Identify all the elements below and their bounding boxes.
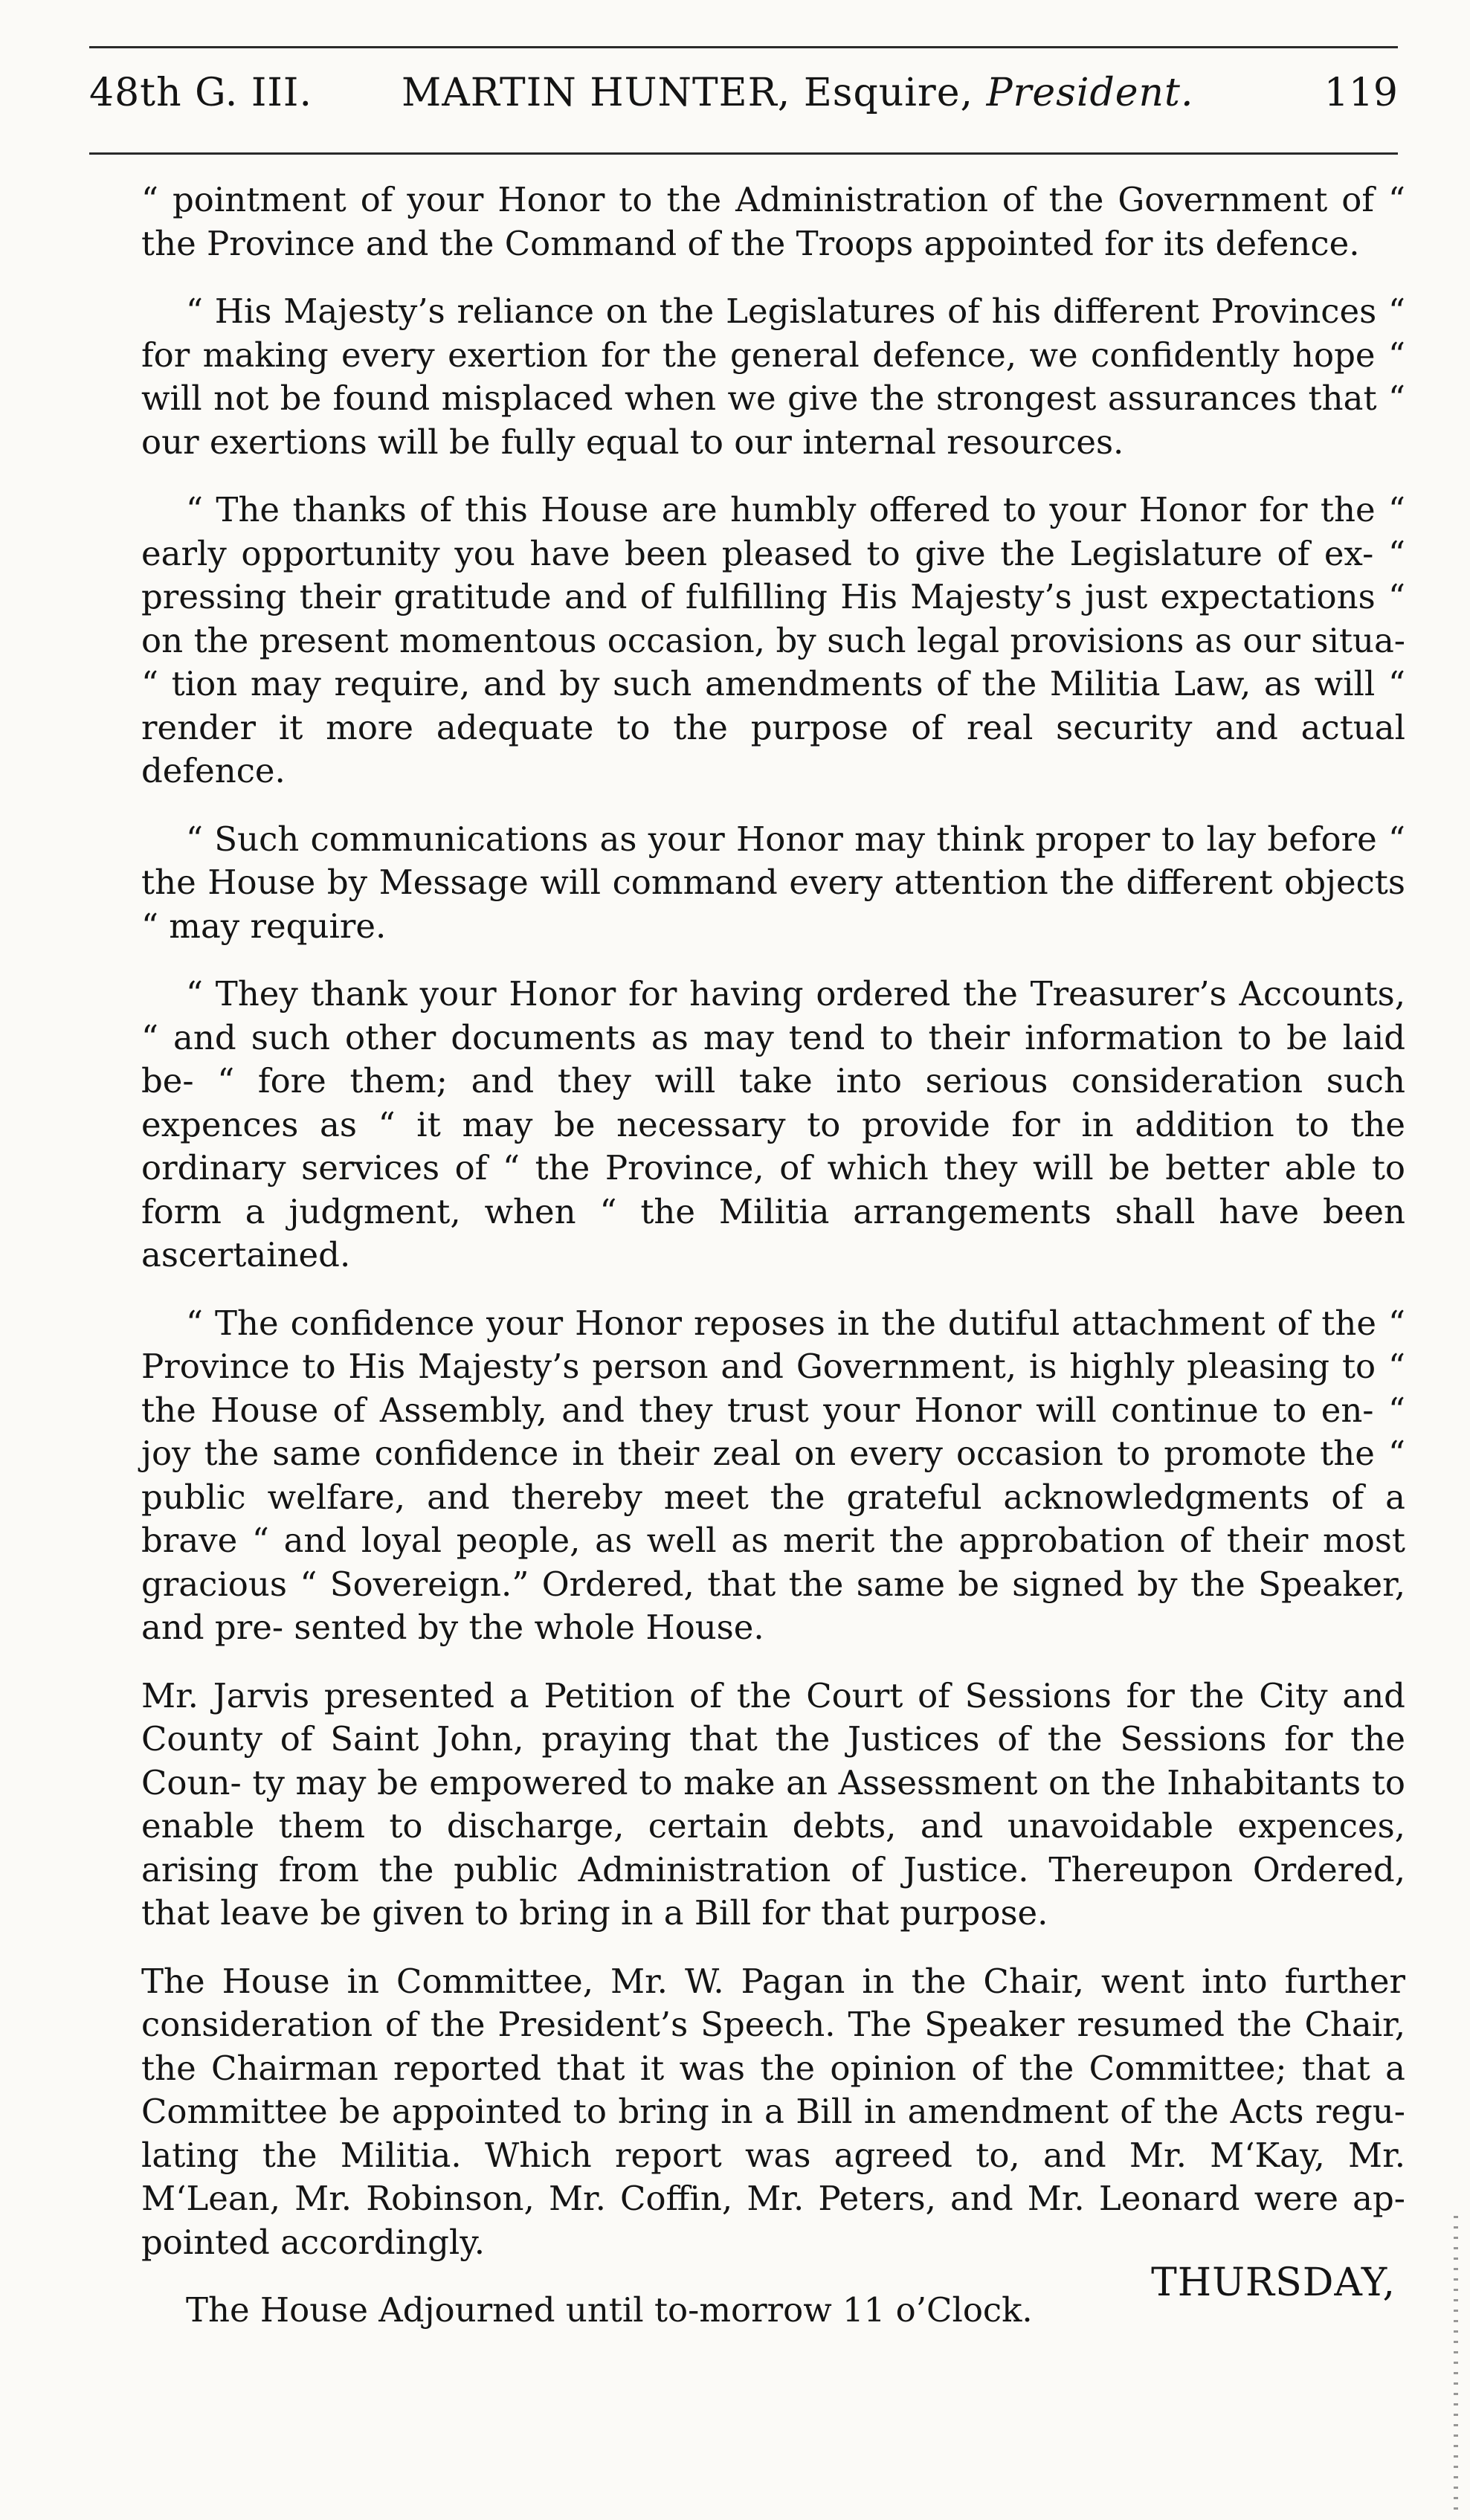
- paragraph-majesty-reliance: “ His Majesty’s reliance on the Legislatures of his different Provinces “ for making every exertion for the general defence, we confidently hope “ will not be found misplaced when we give the strongest assurances that “ our exertions will be fully equal to our internal resources.: [141, 291, 1405, 462]
- page-body: [141, 178, 1405, 2357]
- header-title-italic: President.: [986, 71, 1194, 115]
- top-rule: [89, 46, 1398, 48]
- paragraph-confidence: “ The confidence your Honor reposes in the dutiful attachment of the “ Province to His Majesty’s person and Government, is highly pleasing to “ the House of Assembly, and they trust your Honor will continue to en- “ joy the same confidence in their zeal on every occasion to promote the “ public welfare, and thereby meet the grateful acknowledgments of a brave “ and loyal people, as well as merit the approbation of their most gracious “ Sovereign.” Ordered, that the same be signed by the Speaker, and pre- sented by the whole House.: [141, 1303, 1405, 1647]
- session-label: 48th G. III.: [89, 71, 312, 115]
- catchword: THURSDAY,: [1151, 2260, 1396, 2305]
- page-number: 119: [1324, 71, 1398, 115]
- paragraph-communications: “ Such communications as your Honor may think proper to lay before “ the House by Message will command every attention the different objects “ may require.: [141, 819, 1405, 946]
- header-title: [402, 71, 1193, 115]
- paragraph-adjournment: The House Adjourned until to-morrow 11 o’Clock.: [186, 2290, 1033, 2330]
- paragraph-address-continuation: “ pointment of your Honor to the Administration of the Government of “ the Province and the Command of the Troops appointed for its defence.: [141, 180, 1405, 263]
- header-title-main: MARTIN HUNTER, Esquire,: [402, 71, 974, 115]
- paragraph-treasurer-accounts: “ They thank your Honor for having ordered the Treasurer’s Accounts, “ and such other documents as may tend to their information to be laid be- “ fore them; and they will take into serious consideration such expences as “ it may be necessary to provide for in addition to the ordinary services of “ the Province, of which they will be better able to form a judgment, when “ the Militia arrangements shall have been ascertained.: [141, 974, 1405, 1274]
- header-rule: [89, 152, 1398, 155]
- page-edge-marks: [1454, 2216, 1458, 2513]
- paragraph-committee-report: The House in Committee, Mr. W. Pagan in the Chair, went into further consideration of the President’s Speech. The Speaker resumed the Chair, the Chairman reported that it was the opinion of the Committee; that a Committee be appointed to bring in a Bill in amendment of the Acts regu- lating the Militia. Which report was agreed to, and Mr. M‘Kay, Mr. M‘Lean, Mr. Robinson, Mr. Coffin, Mr. Peters, and Mr. Leonard were ap- pointed accordingly.: [141, 1961, 1405, 2262]
- paragraph-jarvis-petition: Mr. Jarvis presented a Petition of the Court of Sessions for the City and County of Saint John, praying that the Justices of the Sessions for the Coun- ty may be empowered to make an Assessment on the Inhabitants to enable them to discharge, certain debts, and unavoidable expences, arising from the public Administration of Justice. Thereupon Ordered, that leave be given to bring in a Bill for that purpose.: [141, 1675, 1405, 1933]
- paragraph-house-thanks: “ The thanks of this House are humbly offered to your Honor for the “ early opportunity you have been pleased to give the Legislature of ex- “ pressing their gratitude and of fulfilling His Majesty’s just expectations “ on the present momentous occasion, by such legal provisions as our situa- “ tion may require, and by such amendments of the Militia Law, as will “ render it more adequate to the purpose of real security and actual defence.: [141, 490, 1405, 790]
- running-header: [89, 71, 1398, 138]
